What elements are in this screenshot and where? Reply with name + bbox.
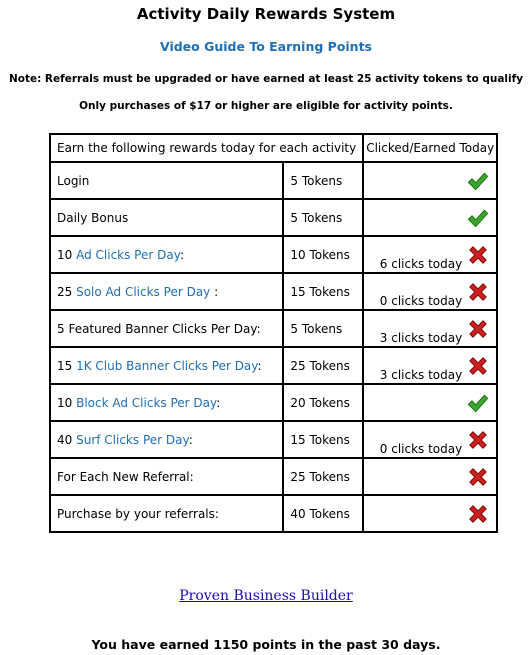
status-cell (363, 384, 497, 421)
activity-header: Earn the following rewards today for each activity (50, 134, 363, 162)
activity-cell (50, 495, 283, 532)
activity-text: 15 (57, 358, 77, 373)
activity-cell (50, 162, 283, 199)
tokens-cell: 10 Tokens (283, 236, 363, 273)
activity-suffix: : (188, 432, 193, 447)
activity-cell (50, 347, 283, 384)
table-header-row (50, 134, 497, 162)
red-x-icon (467, 318, 489, 340)
red-x-icon (467, 503, 489, 525)
table-row (50, 421, 497, 458)
activity-cell (50, 273, 283, 310)
tokens-cell: 25 Tokens (283, 458, 363, 495)
footer (0, 588, 532, 604)
status-cell (363, 347, 497, 384)
green-check-icon (467, 170, 489, 192)
table-row (50, 273, 497, 310)
tokens-cell: 25 Tokens (283, 347, 363, 384)
status-wrapper (379, 318, 489, 345)
activity-text: 10 (57, 247, 77, 262)
status-cell (363, 199, 497, 236)
activity-cell (50, 310, 283, 347)
tokens-cell: 15 Tokens (283, 273, 363, 310)
tokens-cell: 15 Tokens (283, 421, 363, 458)
clicks-today-text: 0 clicks today (379, 293, 463, 308)
activity-text: Purchase by your referrals: (57, 506, 219, 521)
red-x-icon (467, 466, 489, 488)
table-row (50, 199, 497, 236)
status-cell (363, 273, 497, 310)
activity-text: Daily Bonus (57, 210, 129, 225)
status-wrapper (467, 170, 489, 192)
red-x-icon (467, 281, 489, 303)
tokens-cell: 5 Tokens (283, 310, 363, 347)
activity-cell (50, 384, 283, 421)
status-cell (363, 458, 497, 495)
activity-suffix: : (210, 284, 219, 299)
table-row (50, 384, 497, 421)
status-cell (363, 162, 497, 199)
clicked-earned-header: Clicked/Earned Today (363, 134, 497, 162)
status-wrapper (379, 429, 489, 456)
activity-link[interactable]: 1K Club Banner Clicks Per Day (76, 358, 258, 373)
activity-link[interactable]: Solo Ad Clicks Per Day (76, 284, 211, 299)
clicks-today-text: 6 clicks today (379, 256, 463, 271)
status-wrapper (379, 244, 489, 271)
proven-business-builder-link[interactable]: Proven Business Builder (179, 588, 353, 604)
rewards-table (49, 133, 498, 533)
tokens-cell: 40 Tokens (283, 495, 363, 532)
tokens-cell: 5 Tokens (283, 162, 363, 199)
table-row (50, 347, 497, 384)
status-wrapper (467, 392, 489, 414)
activity-text: 10 (57, 395, 77, 410)
status-cell (363, 236, 497, 273)
activity-text: 5 Featured Banner Clicks Per Day: (57, 321, 261, 336)
status-cell (363, 495, 497, 532)
tokens-cell: 5 Tokens (283, 199, 363, 236)
table-row (50, 310, 497, 347)
clicks-today-text: 3 clicks today (379, 330, 463, 345)
green-check-icon (467, 207, 489, 229)
status-wrapper (379, 355, 489, 382)
activity-text: For Each New Referral: (57, 469, 194, 484)
page-title: Activity Daily Rewards System (136, 5, 396, 23)
status-wrapper (379, 281, 489, 308)
activity-suffix: : (216, 395, 221, 410)
status-cell (363, 310, 497, 347)
activity-link[interactable]: Block Ad Clicks Per Day (76, 395, 217, 410)
activity-link[interactable]: Ad Clicks Per Day (76, 247, 180, 262)
table-row (50, 458, 497, 495)
activity-cell (50, 421, 283, 458)
activity-cell (50, 199, 283, 236)
status-cell (363, 421, 497, 458)
purchase-note: Only purchases of $17 or higher are eligible for activity points. (79, 100, 453, 112)
green-check-icon (467, 392, 489, 414)
table-row (50, 495, 497, 532)
activity-text: 40 (57, 432, 77, 447)
tokens-cell: 20 Tokens (283, 384, 363, 421)
activity-cell (50, 458, 283, 495)
video-guide-link[interactable]: Video Guide To Earning Points (160, 39, 372, 54)
table-row (50, 236, 497, 273)
activity-suffix: : (179, 247, 184, 262)
clicks-today-text: 3 clicks today (379, 367, 463, 382)
status-wrapper (467, 503, 489, 525)
activity-text: Login (57, 173, 90, 188)
activity-cell (50, 236, 283, 273)
red-x-icon (467, 429, 489, 451)
activity-link[interactable]: Surf Clicks Per Day (76, 432, 189, 447)
points-earned-summary: You have earned 1150 points in the past 30 days. (91, 637, 441, 652)
activity-text: 25 (57, 284, 77, 299)
referral-note: Note: Referrals must be upgraded or have earned at least 25 activity tokens to qualify (8, 73, 524, 85)
activity-suffix: : (257, 358, 262, 373)
red-x-icon (467, 355, 489, 377)
clicks-today-text: 0 clicks today (379, 441, 463, 456)
status-wrapper (467, 207, 489, 229)
table-row (50, 162, 497, 199)
status-wrapper (467, 466, 489, 488)
red-x-icon (467, 244, 489, 266)
